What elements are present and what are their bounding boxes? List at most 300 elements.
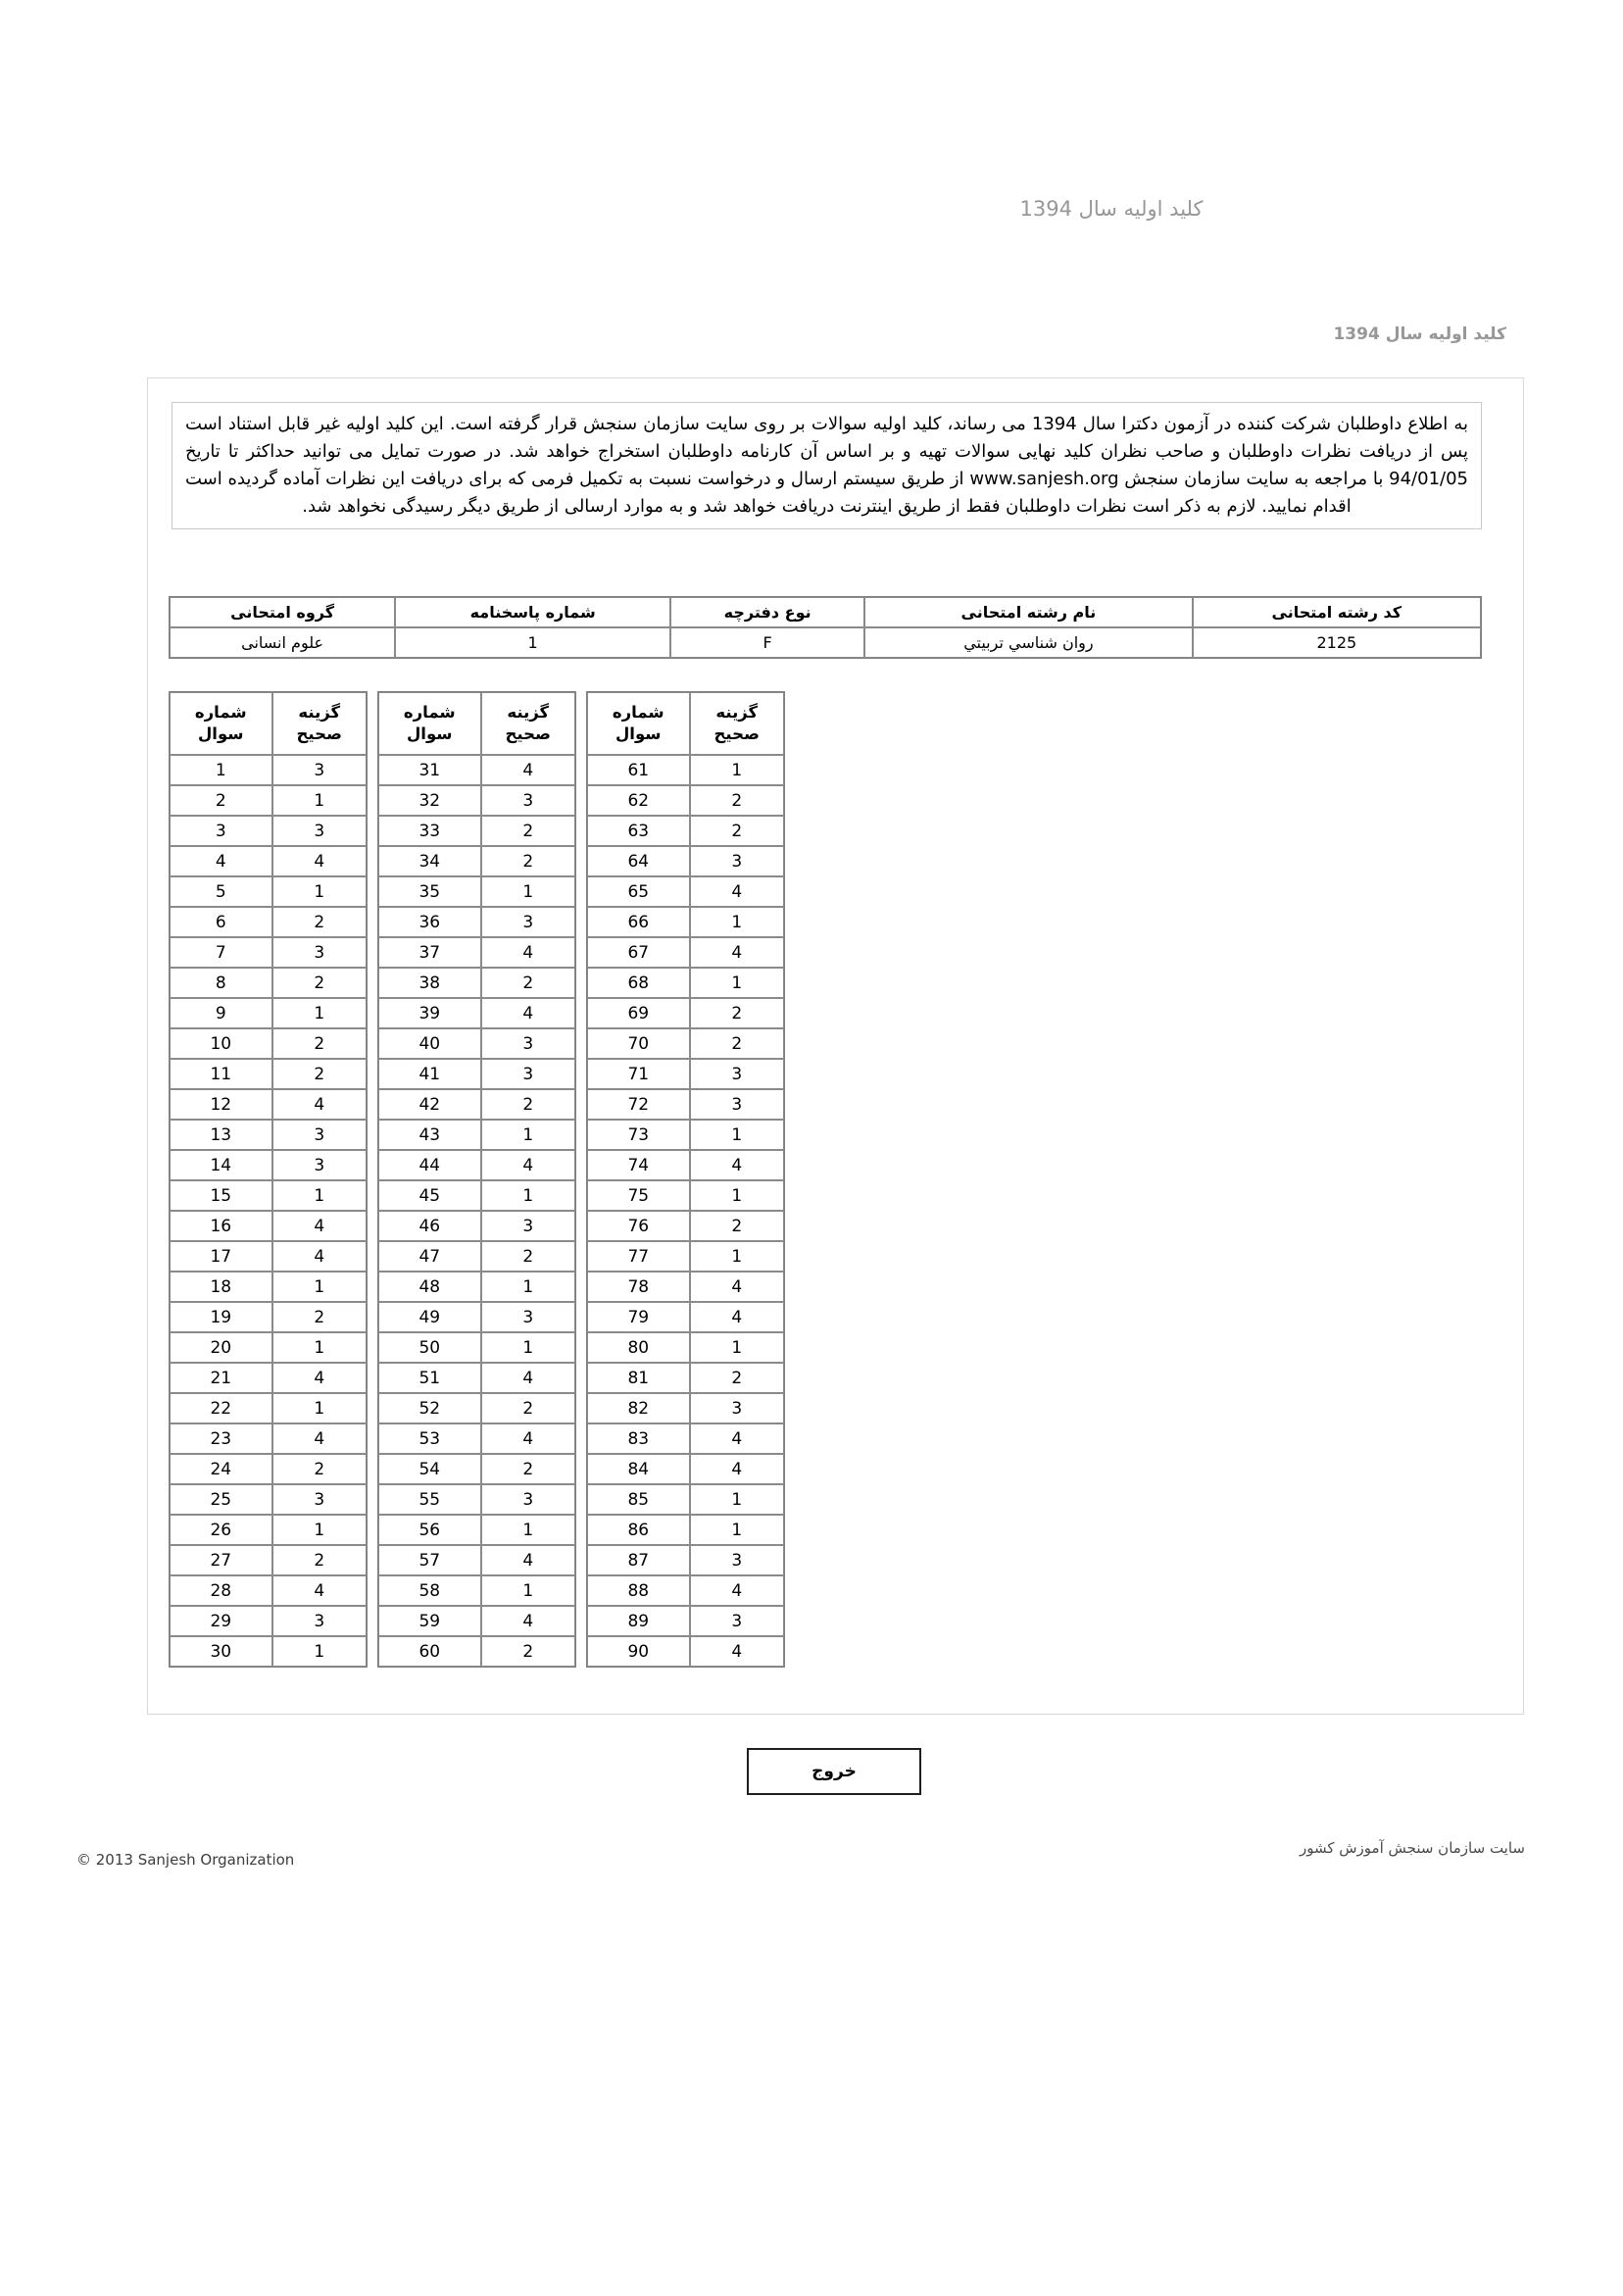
question-number: 5 <box>170 876 272 907</box>
question-number: 38 <box>378 968 481 998</box>
correct-option: 2 <box>272 1028 367 1059</box>
correct-option: 3 <box>690 1059 784 1089</box>
answer-row <box>170 1606 367 1636</box>
correct-option: 4 <box>272 1423 367 1454</box>
correct-option: 2 <box>272 1545 367 1575</box>
answer-row <box>170 1028 367 1059</box>
answer-row <box>378 1575 575 1606</box>
correct-option: 2 <box>690 998 784 1028</box>
answer-row <box>170 1575 367 1606</box>
question-number: 2 <box>170 785 272 816</box>
question-number: 40 <box>378 1028 481 1059</box>
correct-option: 3 <box>481 1059 575 1089</box>
question-number: 46 <box>378 1211 481 1241</box>
question-number: 87 <box>587 1545 690 1575</box>
answer-row <box>170 1272 367 1302</box>
question-number: 74 <box>587 1150 690 1180</box>
correct-option: 1 <box>690 1515 784 1545</box>
question-number: 86 <box>587 1515 690 1545</box>
correct-option: 1 <box>481 876 575 907</box>
correct-option: 4 <box>272 1575 367 1606</box>
exam-info-value: 1 <box>395 627 670 658</box>
question-number: 72 <box>587 1089 690 1120</box>
question-number: 90 <box>587 1636 690 1667</box>
answer-row <box>378 1423 575 1454</box>
correct-option: 1 <box>690 968 784 998</box>
correct-option-header: گزینه صحیح <box>481 692 575 755</box>
question-number: 53 <box>378 1423 481 1454</box>
exam-info-header-row <box>170 597 1481 627</box>
question-number: 47 <box>378 1241 481 1272</box>
correct-option: 3 <box>272 1484 367 1515</box>
question-number: 68 <box>587 968 690 998</box>
answer-row <box>587 1241 784 1272</box>
answer-row <box>378 1059 575 1089</box>
question-number: 73 <box>587 1120 690 1150</box>
correct-option: 4 <box>481 1363 575 1393</box>
question-number: 81 <box>587 1363 690 1393</box>
question-number: 48 <box>378 1272 481 1302</box>
correct-option: 3 <box>690 1545 784 1575</box>
answer-row <box>378 1606 575 1636</box>
answer-row <box>170 1150 367 1180</box>
answer-row <box>378 876 575 907</box>
correct-option: 4 <box>481 755 575 785</box>
question-number: 30 <box>170 1636 272 1667</box>
correct-option: 2 <box>481 968 575 998</box>
answer-row <box>378 1545 575 1575</box>
question-number: 64 <box>587 846 690 876</box>
question-number: 10 <box>170 1028 272 1059</box>
correct-option: 1 <box>272 1515 367 1545</box>
correct-option: 2 <box>481 1393 575 1423</box>
question-number: 1 <box>170 755 272 785</box>
answer-row <box>170 1484 367 1515</box>
answer-row <box>587 1363 784 1393</box>
question-number: 29 <box>170 1606 272 1636</box>
exam-info-value: روان شناسي تربيتي <box>864 627 1193 658</box>
answer-row <box>587 785 784 816</box>
answer-row <box>378 998 575 1028</box>
question-number: 59 <box>378 1606 481 1636</box>
correct-option: 4 <box>481 1545 575 1575</box>
correct-option: 3 <box>690 846 784 876</box>
question-number: 51 <box>378 1363 481 1393</box>
answer-row <box>378 1241 575 1272</box>
correct-option: 1 <box>481 1575 575 1606</box>
correct-option: 1 <box>272 1180 367 1211</box>
correct-option: 4 <box>690 1575 784 1606</box>
answer-row <box>378 1393 575 1423</box>
correct-option-header: گزینه صحیح <box>272 692 367 755</box>
answer-row <box>587 1636 784 1667</box>
question-number: 56 <box>378 1515 481 1545</box>
answer-key-header-row <box>587 692 784 755</box>
answer-row <box>378 1484 575 1515</box>
question-number: 36 <box>378 907 481 937</box>
answer-row <box>378 1180 575 1211</box>
correct-option: 3 <box>272 816 367 846</box>
answer-row <box>170 755 367 785</box>
answer-row <box>587 1454 784 1484</box>
question-number: 62 <box>587 785 690 816</box>
answer-row <box>170 1120 367 1150</box>
question-number: 54 <box>378 1454 481 1484</box>
answer-row <box>587 1272 784 1302</box>
answer-row <box>170 1423 367 1454</box>
correct-option: 3 <box>481 1028 575 1059</box>
answer-key-table <box>586 691 785 1668</box>
question-number: 33 <box>378 816 481 846</box>
question-number: 77 <box>587 1241 690 1272</box>
question-number: 16 <box>170 1211 272 1241</box>
correct-option: 2 <box>690 816 784 846</box>
correct-option: 1 <box>272 998 367 1028</box>
answer-row <box>587 1089 784 1120</box>
question-number: 14 <box>170 1150 272 1180</box>
correct-option: 4 <box>690 1150 784 1180</box>
correct-option: 4 <box>272 1211 367 1241</box>
answer-row <box>587 1423 784 1454</box>
answer-row <box>587 1028 784 1059</box>
correct-option: 1 <box>481 1180 575 1211</box>
answer-row <box>170 1241 367 1272</box>
answer-row <box>170 1302 367 1332</box>
correct-option: 2 <box>481 846 575 876</box>
question-number: 85 <box>587 1484 690 1515</box>
question-number: 60 <box>378 1636 481 1667</box>
question-number: 11 <box>170 1059 272 1089</box>
answer-row <box>587 1059 784 1089</box>
answer-row <box>170 1636 367 1667</box>
answer-row <box>587 998 784 1028</box>
correct-option: 4 <box>690 1302 784 1332</box>
answer-row <box>378 1332 575 1363</box>
correct-option: 1 <box>272 1636 367 1667</box>
content-panel <box>147 377 1524 1715</box>
answer-row <box>170 968 367 998</box>
question-number: 57 <box>378 1545 481 1575</box>
answer-row <box>378 846 575 876</box>
correct-option: 3 <box>481 907 575 937</box>
correct-option: 1 <box>481 1332 575 1363</box>
correct-option: 2 <box>690 785 784 816</box>
correct-option-header: گزینه صحیح <box>690 692 784 755</box>
correct-option: 1 <box>272 1332 367 1363</box>
question-number: 43 <box>378 1120 481 1150</box>
answer-row <box>587 1332 784 1363</box>
correct-option: 1 <box>481 1515 575 1545</box>
notice-text: به اطلاع داوطلبان شرکت کننده در آزمون دکترا سال 1394 می رساند، کلید اولیه سوالات بر روی سایت سازمان سنجش قرار گرفته است. این کلید اولیه غیر قابل استناد است پس از دریافت نظرات داوطلبان و صاحب نظران کلید نهایی سوالات تهیه و بر اساس آن کارنامه داوطلبان استخراج خواهد شد. در صورت تمایل می توانید حداکثر تا تاریخ 94/01/05 با مراجعه به سایت سازمان سنجش www.sanjesh.org از طریق سیستم ارسال و درخواست نسبت به تکمیل فرمی که برای دریافت این نظرات آماده گردیده است اقدام نمایید. لازم به ذکر است نظرات داوطلبان فقط از طریق اینترنت دریافت خواهد شد و به موارد ارسالی از طریق دیگر رسیدگی نخواهد شد. <box>185 414 1468 517</box>
question-number: 66 <box>587 907 690 937</box>
answer-row <box>378 1302 575 1332</box>
correct-option: 3 <box>690 1089 784 1120</box>
answer-row <box>170 907 367 937</box>
question-number: 34 <box>378 846 481 876</box>
question-number: 31 <box>378 755 481 785</box>
correct-option: 3 <box>481 1484 575 1515</box>
answer-row <box>378 907 575 937</box>
correct-option: 2 <box>690 1363 784 1393</box>
question-number: 78 <box>587 1272 690 1302</box>
answer-row <box>378 1089 575 1120</box>
correct-option: 3 <box>690 1606 784 1636</box>
answer-row <box>587 1211 784 1241</box>
correct-option: 4 <box>481 1150 575 1180</box>
question-number: 82 <box>587 1393 690 1423</box>
answer-row <box>170 785 367 816</box>
answer-row <box>587 907 784 937</box>
question-number: 18 <box>170 1272 272 1302</box>
answer-key-header-row <box>378 692 575 755</box>
answer-row <box>170 1545 367 1575</box>
question-number: 65 <box>587 876 690 907</box>
question-number: 28 <box>170 1575 272 1606</box>
answer-row <box>378 1150 575 1180</box>
question-number: 25 <box>170 1484 272 1515</box>
answer-row <box>587 1180 784 1211</box>
correct-option: 4 <box>690 1454 784 1484</box>
question-number: 63 <box>587 816 690 846</box>
footer-site-name: سایت سازمان سنجش آموزش کشور <box>1299 1839 1525 1857</box>
correct-option: 4 <box>690 1636 784 1667</box>
answer-tables <box>169 691 785 1668</box>
correct-option: 1 <box>272 1272 367 1302</box>
correct-option: 4 <box>690 937 784 968</box>
correct-option: 3 <box>690 1393 784 1423</box>
question-number: 8 <box>170 968 272 998</box>
exam-info-table <box>169 596 1482 659</box>
question-number: 80 <box>587 1332 690 1363</box>
correct-option: 4 <box>690 876 784 907</box>
question-number: 52 <box>378 1393 481 1423</box>
correct-option: 3 <box>272 1150 367 1180</box>
question-number: 32 <box>378 785 481 816</box>
question-number: 27 <box>170 1545 272 1575</box>
correct-option: 4 <box>481 937 575 968</box>
correct-option: 4 <box>272 846 367 876</box>
correct-option: 4 <box>481 998 575 1028</box>
question-number: 58 <box>378 1575 481 1606</box>
exam-info-column-header: نام رشته امتحانی <box>864 597 1193 627</box>
answer-row <box>170 1211 367 1241</box>
answer-row <box>170 998 367 1028</box>
answer-row <box>587 1302 784 1332</box>
exam-info-value: F <box>670 627 864 658</box>
question-number: 75 <box>587 1180 690 1211</box>
answer-row <box>587 1150 784 1180</box>
correct-option: 2 <box>690 1028 784 1059</box>
answer-row <box>170 1089 367 1120</box>
answer-row <box>378 937 575 968</box>
answer-row <box>378 755 575 785</box>
question-number-header: شماره سوال <box>170 692 272 755</box>
answer-key-table <box>377 691 576 1668</box>
correct-option: 3 <box>272 937 367 968</box>
exam-info-value: علوم انسانی <box>170 627 395 658</box>
correct-option: 1 <box>272 1393 367 1423</box>
correct-option: 1 <box>481 1272 575 1302</box>
correct-option: 4 <box>272 1363 367 1393</box>
correct-option: 3 <box>272 1120 367 1150</box>
question-number: 61 <box>587 755 690 785</box>
exam-info-column-header: گروه امتحانی <box>170 597 395 627</box>
answer-row <box>378 1636 575 1667</box>
correct-option: 1 <box>481 1120 575 1150</box>
question-number: 67 <box>587 937 690 968</box>
correct-option: 1 <box>690 1332 784 1363</box>
question-number: 4 <box>170 846 272 876</box>
correct-option: 1 <box>690 1120 784 1150</box>
question-number: 17 <box>170 1241 272 1272</box>
correct-option: 3 <box>481 1302 575 1332</box>
question-number: 71 <box>587 1059 690 1089</box>
answer-row <box>378 1515 575 1545</box>
question-number: 44 <box>378 1150 481 1180</box>
question-number: 12 <box>170 1089 272 1120</box>
question-number: 76 <box>587 1211 690 1241</box>
correct-option: 2 <box>481 1089 575 1120</box>
question-number: 55 <box>378 1484 481 1515</box>
correct-option: 1 <box>690 755 784 785</box>
answer-row <box>170 937 367 968</box>
answer-key-header-row <box>170 692 367 755</box>
question-number: 79 <box>587 1302 690 1332</box>
answer-row <box>170 846 367 876</box>
answer-row <box>587 1120 784 1150</box>
correct-option: 4 <box>690 1272 784 1302</box>
question-number: 20 <box>170 1332 272 1363</box>
question-number: 13 <box>170 1120 272 1150</box>
question-number: 50 <box>378 1332 481 1363</box>
answer-row <box>587 876 784 907</box>
answer-row <box>378 1211 575 1241</box>
correct-option: 4 <box>272 1241 367 1272</box>
correct-option: 3 <box>481 1211 575 1241</box>
answer-row <box>587 1515 784 1545</box>
correct-option: 2 <box>272 1302 367 1332</box>
correct-option: 2 <box>272 968 367 998</box>
answer-row <box>378 1272 575 1302</box>
correct-option: 1 <box>690 907 784 937</box>
answer-row <box>378 785 575 816</box>
correct-option: 2 <box>272 907 367 937</box>
answer-row <box>170 1059 367 1089</box>
answer-row <box>170 1363 367 1393</box>
answer-row <box>587 1545 784 1575</box>
question-number: 83 <box>587 1423 690 1454</box>
question-number: 15 <box>170 1180 272 1211</box>
question-number: 6 <box>170 907 272 937</box>
answer-row <box>170 816 367 846</box>
correct-option: 4 <box>690 1423 784 1454</box>
question-number: 19 <box>170 1302 272 1332</box>
answer-key-table <box>169 691 368 1668</box>
exam-info-value-row <box>170 627 1481 658</box>
answer-row <box>587 968 784 998</box>
correct-option: 3 <box>272 1606 367 1636</box>
answer-row <box>170 1454 367 1484</box>
answer-row <box>587 1606 784 1636</box>
answer-row <box>587 755 784 785</box>
correct-option: 1 <box>690 1180 784 1211</box>
question-number: 41 <box>378 1059 481 1089</box>
correct-option: 1 <box>690 1241 784 1272</box>
correct-option: 3 <box>272 755 367 785</box>
notice-box <box>172 402 1482 529</box>
correct-option: 4 <box>481 1606 575 1636</box>
question-number: 23 <box>170 1423 272 1454</box>
question-number: 26 <box>170 1515 272 1545</box>
correct-option: 4 <box>272 1089 367 1120</box>
question-number-header: شماره سوال <box>378 692 481 755</box>
question-number: 88 <box>587 1575 690 1606</box>
answer-row <box>378 968 575 998</box>
answer-row <box>170 1393 367 1423</box>
answer-row <box>587 1393 784 1423</box>
answer-row <box>587 846 784 876</box>
correct-option: 2 <box>481 1636 575 1667</box>
question-number: 35 <box>378 876 481 907</box>
answer-row <box>378 1454 575 1484</box>
answer-row <box>587 816 784 846</box>
question-number: 42 <box>378 1089 481 1120</box>
correct-option: 1 <box>272 785 367 816</box>
question-number: 22 <box>170 1393 272 1423</box>
correct-option: 2 <box>481 1454 575 1484</box>
exam-info-value: 2125 <box>1193 627 1481 658</box>
question-number: 39 <box>378 998 481 1028</box>
correct-option: 2 <box>690 1211 784 1241</box>
question-number: 70 <box>587 1028 690 1059</box>
correct-option: 2 <box>272 1059 367 1089</box>
answer-row <box>170 1332 367 1363</box>
question-number: 7 <box>170 937 272 968</box>
answer-row <box>378 1028 575 1059</box>
answer-row <box>587 1575 784 1606</box>
question-number: 21 <box>170 1363 272 1393</box>
exit-button[interactable]: خروج <box>747 1748 921 1795</box>
correct-option: 3 <box>481 785 575 816</box>
exam-info-column-header: شماره پاسخنامه <box>395 597 670 627</box>
question-number: 84 <box>587 1454 690 1484</box>
page-title: کلید اولیه سال 1394 <box>1019 197 1204 221</box>
correct-option: 2 <box>481 816 575 846</box>
answer-row <box>170 876 367 907</box>
section-title: کلید اولیه سال 1394 <box>1333 324 1506 344</box>
correct-option: 1 <box>690 1484 784 1515</box>
exam-info-column-header: کد رشته امتحانی <box>1193 597 1481 627</box>
correct-option: 2 <box>481 1241 575 1272</box>
answer-row <box>587 937 784 968</box>
question-number: 9 <box>170 998 272 1028</box>
question-number: 49 <box>378 1302 481 1332</box>
correct-option: 1 <box>272 876 367 907</box>
question-number: 3 <box>170 816 272 846</box>
question-number-header: شماره سوال <box>587 692 690 755</box>
question-number: 69 <box>587 998 690 1028</box>
question-number: 24 <box>170 1454 272 1484</box>
answer-row <box>587 1484 784 1515</box>
question-number: 37 <box>378 937 481 968</box>
exam-info-column-header: نوع دفترچه <box>670 597 864 627</box>
answer-row <box>378 1363 575 1393</box>
correct-option: 2 <box>272 1454 367 1484</box>
answer-row <box>378 1120 575 1150</box>
footer-copyright: © 2013 Sanjesh Organization <box>76 1851 295 1869</box>
question-number: 89 <box>587 1606 690 1636</box>
answer-row <box>378 816 575 846</box>
